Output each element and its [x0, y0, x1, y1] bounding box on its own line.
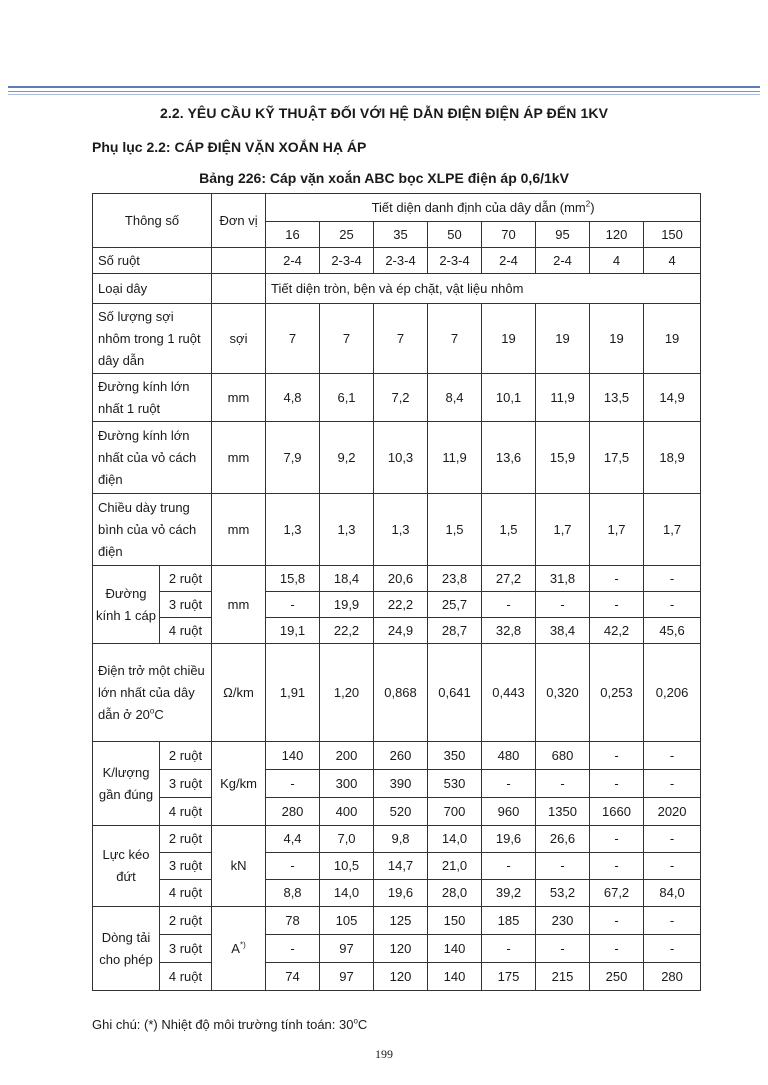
- table-row: [93, 798, 701, 826]
- value-cell: 7: [428, 304, 482, 374]
- value-cell: 4,4: [266, 826, 320, 853]
- value-cell: 280: [644, 963, 701, 991]
- value-cell: -: [590, 853, 644, 880]
- sub-label: 4 ruột: [160, 880, 212, 907]
- table-row: [93, 592, 701, 618]
- sub-label: 3 ruột: [160, 592, 212, 618]
- header-sizes-group: [266, 194, 701, 222]
- value-cell: 7,9: [266, 422, 320, 494]
- sub-label: 3 ruột: [160, 853, 212, 880]
- table-row: [93, 742, 701, 770]
- value-cell: -: [590, 826, 644, 853]
- row-unit: Ω/km: [212, 644, 266, 742]
- value-cell: -: [644, 935, 701, 963]
- value-cell: -: [536, 935, 590, 963]
- sub-label: 2 ruột: [160, 826, 212, 853]
- cell-sup: o: [149, 706, 155, 716]
- value-cell: 28,0: [428, 880, 482, 907]
- value-cell: 140: [428, 963, 482, 991]
- value-cell: -: [644, 742, 701, 770]
- value-cell: 2-4: [266, 248, 320, 274]
- value-cell: -: [590, 907, 644, 935]
- value-cell: -: [482, 935, 536, 963]
- cable-spec-table: [92, 193, 701, 991]
- value-cell: 105: [320, 907, 374, 935]
- row-label: Chiều dày trung bình của vỏ cách điện: [93, 494, 212, 566]
- value-cell: -: [644, 826, 701, 853]
- value-cell: 390: [374, 770, 428, 798]
- footnote-text: Ghi chú: (*) Nhiệt độ môi trường tính toán: 30: [92, 1017, 354, 1032]
- group-unit: Kg/km: [212, 742, 266, 826]
- value-cell: 97: [320, 935, 374, 963]
- value-cell: 175: [482, 963, 536, 991]
- group-unit: mm: [212, 566, 266, 644]
- value-cell: 14,0: [428, 826, 482, 853]
- value-cell: 150: [428, 907, 482, 935]
- row-unit: sợi: [212, 304, 266, 374]
- cell-text-end: C: [154, 706, 164, 722]
- value-cell: -: [266, 592, 320, 618]
- value-cell: 120: [374, 935, 428, 963]
- table-row: [93, 935, 701, 963]
- cell-text: A: [231, 940, 240, 956]
- row-unit: [212, 248, 266, 274]
- table-row: [93, 644, 701, 742]
- footnote-sup: o: [353, 1016, 358, 1026]
- value-cell: 0,253: [590, 644, 644, 742]
- header-unit: Đơn vị: [212, 194, 266, 248]
- page-number: 199: [375, 1047, 393, 1061]
- value-cell: 6,1: [320, 374, 374, 422]
- value-cell: 2020: [644, 798, 701, 826]
- value-cell: 84,0: [644, 880, 701, 907]
- group-label: K/lượng gần đúng: [93, 742, 160, 826]
- value-cell: 0,320: [536, 644, 590, 742]
- value-cell: 19: [590, 304, 644, 374]
- cell-sup: 2: [585, 199, 591, 209]
- value-cell: 19,1: [266, 618, 320, 644]
- sub-label: 4 ruột: [160, 963, 212, 991]
- header-rule: [8, 91, 760, 92]
- value-cell: 1660: [590, 798, 644, 826]
- value-cell: 2-4: [482, 248, 536, 274]
- value-cell: 7: [374, 304, 428, 374]
- header-rule: [8, 86, 760, 88]
- value-cell: 19: [536, 304, 590, 374]
- header-param: Thông số: [93, 194, 212, 248]
- value-cell: 18,9: [644, 422, 701, 494]
- value-cell: 1,3: [374, 494, 428, 566]
- row-label: [93, 644, 212, 742]
- table-row: [93, 194, 701, 222]
- value-cell: 0,443: [482, 644, 536, 742]
- table-row: [93, 770, 701, 798]
- value-cell: -: [536, 770, 590, 798]
- value-cell: 4: [590, 248, 644, 274]
- value-cell: 8,8: [266, 880, 320, 907]
- table-row: [93, 853, 701, 880]
- value-cell: 350: [428, 742, 482, 770]
- value-cell: 14,0: [320, 880, 374, 907]
- value-cell: 13,6: [482, 422, 536, 494]
- value-cell: 1,5: [428, 494, 482, 566]
- value-cell: 25,7: [428, 592, 482, 618]
- row-label: Đường kính lớn nhất 1 ruột: [93, 374, 212, 422]
- value-cell: -: [266, 935, 320, 963]
- value-cell: 1,20: [320, 644, 374, 742]
- value-cell: 400: [320, 798, 374, 826]
- table-row: [93, 374, 701, 422]
- value-cell: -: [590, 770, 644, 798]
- table-row: [93, 907, 701, 935]
- value-cell: 28,7: [428, 618, 482, 644]
- value-cell: 7,2: [374, 374, 428, 422]
- value-cell: -: [482, 592, 536, 618]
- table-row: [93, 963, 701, 991]
- footnote: [92, 1017, 367, 1032]
- row-label: Loại dây: [93, 274, 212, 304]
- value-cell: 24,9: [374, 618, 428, 644]
- value-cell: -: [644, 853, 701, 880]
- value-cell: 15,8: [266, 566, 320, 592]
- header-size: 50: [428, 222, 482, 248]
- table-caption: Bảng 226: Cáp vặn xoắn ABC bọc XLPE điện áp 0,6/1kV: [199, 170, 569, 186]
- value-cell: 0,868: [374, 644, 428, 742]
- value-cell: 185: [482, 907, 536, 935]
- value-cell: 14,9: [644, 374, 701, 422]
- value-cell: 2-3-4: [428, 248, 482, 274]
- value-cell: 17,5: [590, 422, 644, 494]
- group-label: Dòng tải cho phép: [93, 907, 160, 991]
- cell-text: Điện trở một chiều lớn nhất của dây dẫn ở 20: [98, 662, 205, 722]
- value-cell: 39,2: [482, 880, 536, 907]
- group-label: Lực kéo đứt: [93, 826, 160, 907]
- sub-label: 2 ruột: [160, 742, 212, 770]
- group-label: Đường kính 1 cáp: [93, 566, 160, 644]
- value-cell: 15,9: [536, 422, 590, 494]
- value-cell: 280: [266, 798, 320, 826]
- value-cell: 0,641: [428, 644, 482, 742]
- value-cell: 10,3: [374, 422, 428, 494]
- value-cell: 7: [266, 304, 320, 374]
- value-cell: 1,7: [590, 494, 644, 566]
- table-row: [93, 248, 701, 274]
- value-cell: 20,6: [374, 566, 428, 592]
- value-cell: 11,9: [428, 422, 482, 494]
- value-cell: 7,0: [320, 826, 374, 853]
- table-row: [93, 494, 701, 566]
- value-cell: 260: [374, 742, 428, 770]
- value-cell: 120: [374, 963, 428, 991]
- value-cell: 19: [482, 304, 536, 374]
- table-row: [93, 880, 701, 907]
- cell-text: Tiết diện danh định của dây dẫn (mm: [371, 199, 586, 215]
- value-cell: 8,4: [428, 374, 482, 422]
- header-size: 70: [482, 222, 536, 248]
- value-cell: 32,8: [482, 618, 536, 644]
- value-cell: -: [266, 853, 320, 880]
- sub-label: 4 ruột: [160, 618, 212, 644]
- value-cell: -: [266, 770, 320, 798]
- value-cell: 22,2: [320, 618, 374, 644]
- value-cell: 10,1: [482, 374, 536, 422]
- sub-label: 3 ruột: [160, 770, 212, 798]
- value-cell: 1,7: [536, 494, 590, 566]
- value-cell: 1,3: [266, 494, 320, 566]
- value-cell: 4,8: [266, 374, 320, 422]
- value-cell: 1,91: [266, 644, 320, 742]
- value-cell: 14,7: [374, 853, 428, 880]
- header-size: 95: [536, 222, 590, 248]
- loai-day-value: Tiết diện tròn, bện và ép chặt, vật liệu nhôm: [266, 274, 701, 304]
- value-cell: 19,6: [374, 880, 428, 907]
- table-row: [93, 566, 701, 592]
- value-cell: -: [482, 770, 536, 798]
- appendix-title: Phụ lục 2.2: CÁP ĐIỆN VẶN XOẮN HẠ ÁP: [92, 139, 367, 155]
- value-cell: 53,2: [536, 880, 590, 907]
- value-cell: -: [536, 853, 590, 880]
- row-label: Số ruột: [93, 248, 212, 274]
- row-unit: mm: [212, 374, 266, 422]
- value-cell: -: [482, 853, 536, 880]
- sub-label: 3 ruột: [160, 935, 212, 963]
- table-row: [93, 826, 701, 853]
- value-cell: 26,6: [536, 826, 590, 853]
- table-row: [93, 274, 701, 304]
- value-cell: 2-4: [536, 248, 590, 274]
- value-cell: 4: [644, 248, 701, 274]
- header-size: 16: [266, 222, 320, 248]
- value-cell: 45,6: [644, 618, 701, 644]
- value-cell: 18,4: [320, 566, 374, 592]
- cell-sup: *): [239, 940, 246, 950]
- value-cell: -: [644, 566, 701, 592]
- value-cell: 230: [536, 907, 590, 935]
- value-cell: 520: [374, 798, 428, 826]
- value-cell: -: [590, 742, 644, 770]
- value-cell: 2-3-4: [374, 248, 428, 274]
- value-cell: 700: [428, 798, 482, 826]
- value-cell: 1,5: [482, 494, 536, 566]
- value-cell: 1350: [536, 798, 590, 826]
- value-cell: 7: [320, 304, 374, 374]
- group-unit: [212, 907, 266, 991]
- value-cell: 74: [266, 963, 320, 991]
- sub-label: 2 ruột: [160, 566, 212, 592]
- value-cell: 680: [536, 742, 590, 770]
- value-cell: -: [536, 592, 590, 618]
- value-cell: 9,8: [374, 826, 428, 853]
- value-cell: 11,9: [536, 374, 590, 422]
- section-title: 2.2. YÊU CẦU KỸ THUẬT ĐỐI VỚI HỆ DẪN ĐIỆN ĐIỆN ÁP ĐẾN 1KV: [159, 105, 609, 121]
- header-size: 25: [320, 222, 374, 248]
- value-cell: -: [590, 592, 644, 618]
- value-cell: 960: [482, 798, 536, 826]
- value-cell: 140: [266, 742, 320, 770]
- value-cell: 215: [536, 963, 590, 991]
- value-cell: 13,5: [590, 374, 644, 422]
- value-cell: 125: [374, 907, 428, 935]
- value-cell: 21,0: [428, 853, 482, 880]
- value-cell: -: [590, 935, 644, 963]
- value-cell: 42,2: [590, 618, 644, 644]
- footnote-end: C: [357, 1017, 368, 1032]
- value-cell: 140: [428, 935, 482, 963]
- value-cell: -: [644, 592, 701, 618]
- value-cell: 530: [428, 770, 482, 798]
- header-size: 150: [644, 222, 701, 248]
- header-rule: [8, 94, 760, 95]
- value-cell: 97: [320, 963, 374, 991]
- value-cell: 10,5: [320, 853, 374, 880]
- row-label: Số lượng sợi nhôm trong 1 ruột dây dẫn: [93, 304, 212, 374]
- sub-label: 4 ruột: [160, 798, 212, 826]
- row-unit: mm: [212, 422, 266, 494]
- table-row: [93, 422, 701, 494]
- value-cell: 22,2: [374, 592, 428, 618]
- cell-text-end: ): [590, 199, 595, 215]
- value-cell: 19,9: [320, 592, 374, 618]
- value-cell: 78: [266, 907, 320, 935]
- value-cell: 480: [482, 742, 536, 770]
- value-cell: 2-3-4: [320, 248, 374, 274]
- value-cell: 0,206: [644, 644, 701, 742]
- group-unit: kN: [212, 826, 266, 907]
- value-cell: 19: [644, 304, 701, 374]
- value-cell: 23,8: [428, 566, 482, 592]
- value-cell: 9,2: [320, 422, 374, 494]
- header-size: 35: [374, 222, 428, 248]
- value-cell: -: [644, 770, 701, 798]
- value-cell: 250: [590, 963, 644, 991]
- value-cell: 31,8: [536, 566, 590, 592]
- value-cell: 27,2: [482, 566, 536, 592]
- value-cell: 300: [320, 770, 374, 798]
- value-cell: 19,6: [482, 826, 536, 853]
- header-size: 120: [590, 222, 644, 248]
- value-cell: -: [590, 566, 644, 592]
- sub-label: 2 ruột: [160, 907, 212, 935]
- value-cell: 38,4: [536, 618, 590, 644]
- table-row: [93, 618, 701, 644]
- table-row: [93, 304, 701, 374]
- row-unit: mm: [212, 494, 266, 566]
- value-cell: 200: [320, 742, 374, 770]
- value-cell: 1,7: [644, 494, 701, 566]
- value-cell: 67,2: [590, 880, 644, 907]
- row-label: Đường kính lớn nhất của vỏ cách điện: [93, 422, 212, 494]
- value-cell: 1,3: [320, 494, 374, 566]
- row-unit: [212, 274, 266, 304]
- value-cell: -: [644, 907, 701, 935]
